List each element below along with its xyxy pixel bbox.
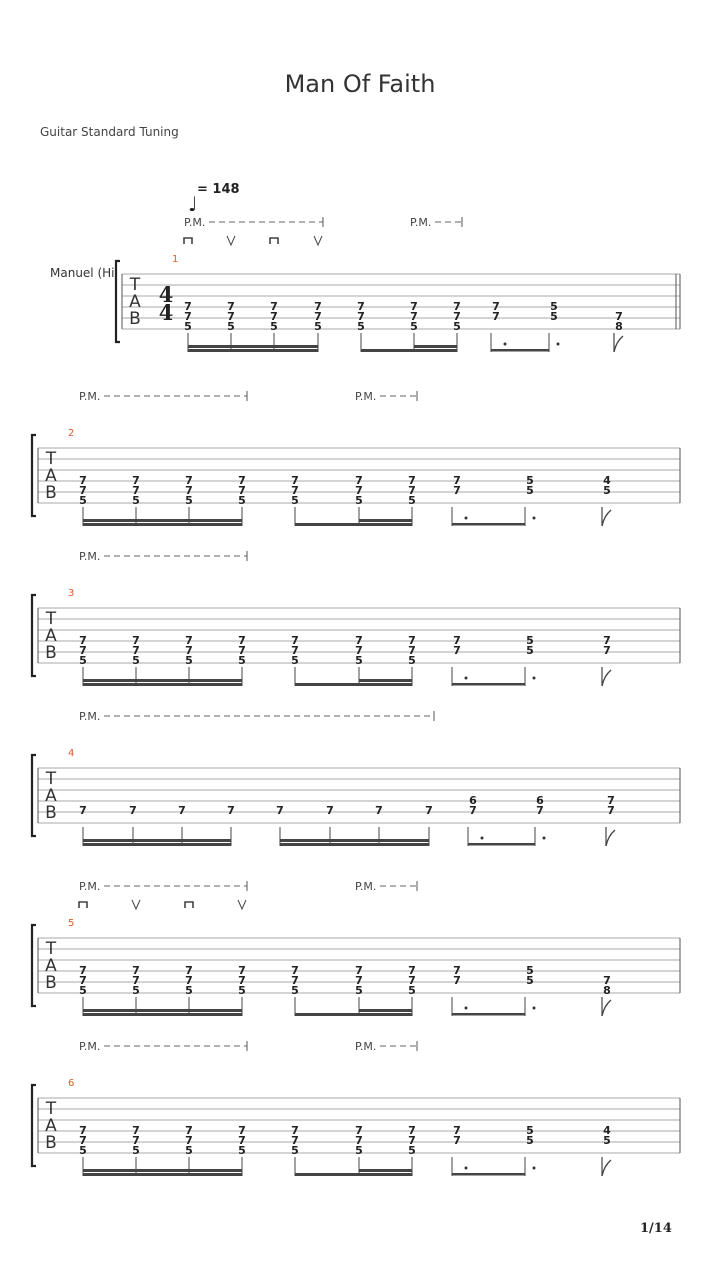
tab-clef-letter: T [45,769,57,789]
tab-clef-letter: T [45,1099,57,1119]
fret-number: 6 [536,794,544,807]
fret-number: 7 [453,634,461,647]
beam [280,843,429,846]
fret-number: 7 [132,474,140,487]
fret-number: 7 [453,300,461,313]
fret-number: 7 [410,300,418,313]
fret-number: 7 [355,1124,363,1137]
fret-number: 5 [238,654,246,667]
note-flag [602,510,611,526]
fret-number: 5 [184,320,192,333]
fret-number: 7 [408,634,416,647]
fret-number: 7 [355,644,363,657]
palm-mute-label: P.M. [355,1040,377,1053]
note-flag [602,670,611,686]
fret-number: 4 [603,1124,611,1137]
fret-number: 7 [291,474,299,487]
fret-number: 5 [355,654,363,667]
fret-number: 5 [238,984,246,997]
palm-mute-label: P.M. [355,390,377,403]
fret-number: 5 [132,1144,140,1157]
fret-number: 5 [603,484,611,497]
time-signature-digit: 4 [158,300,174,325]
beam [188,345,318,348]
palm-mute-label: P.M. [79,550,101,563]
measure-number: 2 [68,428,75,439]
fret-number: 7 [408,1124,416,1137]
tempo-mark: = 148 [197,182,240,197]
system-bracket [32,595,36,676]
fret-number: 5 [550,310,558,323]
palm-mute-label: P.M. [79,390,101,403]
fret-number: 7 [291,644,299,657]
fret-number: 5 [314,320,322,333]
fret-number: 7 [185,484,193,497]
tab-clef-letter: B [45,643,57,663]
fret-number: 5 [355,494,363,507]
fret-number: 7 [375,804,383,817]
up-stroke-icon [314,236,322,245]
tab-clef-letter: T [45,939,57,959]
tab-clef-letter: B [45,803,57,823]
fret-number: 7 [238,644,246,657]
fret-number: 7 [408,644,416,657]
fret-number: 7 [469,804,477,817]
fret-number: 7 [355,1134,363,1147]
fret-number: 5 [227,320,235,333]
measure-number: 3 [68,588,75,599]
rhythm-dot [557,343,560,346]
fret-number: 7 [238,1134,246,1147]
beam [83,679,242,682]
tab-clef-letter: T [129,275,141,295]
fret-number: 7 [607,804,615,817]
beam [452,1173,525,1176]
song-title: Man Of Faith [284,70,436,98]
tab-clef-letter: A [129,292,141,312]
fret-number: 5 [357,320,365,333]
beam [359,679,412,682]
down-stroke-icon [184,238,192,244]
fret-number: 7 [291,1134,299,1147]
beam [280,839,429,842]
fret-number: 5 [79,654,87,667]
tab-clef-letter: T [45,449,57,469]
fret-number: 7 [132,634,140,647]
fret-number: 7 [355,964,363,977]
tab-clef-letter: B [45,483,57,503]
fret-number: 7 [355,974,363,987]
fret-number: 5 [355,1144,363,1157]
up-stroke-icon [238,900,246,909]
tab-clef-letter: A [45,786,57,806]
fret-number: 7 [132,964,140,977]
beam [83,519,242,522]
fret-number: 7 [492,310,500,323]
beam [295,1173,412,1176]
fret-number: 7 [355,474,363,487]
rhythm-dot [465,1007,468,1010]
page-number: 1/14 [640,1221,672,1236]
palm-mute-label: P.M. [79,880,101,893]
beam [452,683,525,686]
fret-number: 5 [526,1134,534,1147]
fret-number: 5 [526,634,534,647]
fret-number: 7 [79,974,87,987]
fret-number: 7 [185,644,193,657]
rhythm-dot [465,1167,468,1170]
fret-number: 7 [408,1134,416,1147]
fret-number: 7 [291,634,299,647]
beam [83,843,231,846]
fret-number: 7 [185,634,193,647]
measure-number: 4 [68,748,75,759]
beam [295,1013,412,1016]
note-flag [602,1160,611,1176]
fret-number: 5 [291,1144,299,1157]
fret-number: 5 [355,984,363,997]
fret-number: 7 [79,484,87,497]
fret-number: 7 [291,964,299,977]
rhythm-dot [481,837,484,840]
beam [452,523,525,526]
rhythm-dot [543,837,546,840]
fret-number: 5 [291,494,299,507]
fret-number: 7 [355,634,363,647]
fret-number: 7 [615,310,623,323]
fret-number: 7 [453,310,461,323]
fret-number: 5 [526,1124,534,1137]
fret-number: 7 [132,974,140,987]
fret-number: 7 [291,974,299,987]
fret-number: 7 [603,634,611,647]
beam [359,1169,412,1172]
fret-number: 5 [408,654,416,667]
palm-mute-label: P.M. [79,1040,101,1053]
rhythm-dot [533,1007,536,1010]
fret-number: 5 [79,494,87,507]
measure-number: 5 [68,918,75,929]
tab-clef-letter: A [45,1116,57,1136]
beam [83,1173,242,1176]
fret-number: 5 [291,984,299,997]
fret-number: 7 [270,300,278,313]
fret-number: 7 [603,974,611,987]
fret-number: 7 [132,1124,140,1137]
fret-number: 7 [238,974,246,987]
fret-number: 7 [408,964,416,977]
fret-number: 8 [615,320,623,333]
beam [414,345,457,348]
fret-number: 5 [408,494,416,507]
fret-number: 5 [526,974,534,987]
system-bracket [116,261,120,342]
fret-number: 7 [79,644,87,657]
fret-number: 7 [132,1134,140,1147]
fret-number: 7 [357,310,365,323]
fret-number: 5 [526,964,534,977]
down-stroke-icon [185,902,193,908]
tab-clef-letter: B [129,309,141,329]
system-bracket [32,435,36,516]
beam [83,1009,242,1012]
beam [359,519,412,522]
fret-number: 5 [185,1144,193,1157]
fret-number: 7 [129,804,137,817]
fret-number: 5 [410,320,418,333]
fret-number: 7 [238,484,246,497]
fret-number: 7 [79,1124,87,1137]
rhythm-dot [533,517,536,520]
beam [295,683,412,686]
beam [359,1009,412,1012]
beam [452,1013,525,1016]
tab-clef-letter: B [45,1133,57,1153]
fret-number: 5 [79,1144,87,1157]
fret-number: 7 [408,474,416,487]
beam [188,349,318,352]
beam [83,683,242,686]
tuning-label: Guitar Standard Tuning [40,125,179,139]
fret-number: 7 [185,1124,193,1137]
fret-number: 7 [408,484,416,497]
fret-number: 7 [238,474,246,487]
fret-number: 5 [603,1134,611,1147]
fret-number: 7 [453,1134,461,1147]
measure-number: 6 [68,1078,75,1089]
fret-number: 5 [132,494,140,507]
note-flag [614,336,623,352]
fret-number: 7 [184,300,192,313]
fret-number: 5 [526,644,534,657]
beam [83,523,242,526]
fret-number: 7 [326,804,334,817]
fret-number: 7 [453,474,461,487]
fret-number: 7 [603,644,611,657]
fret-number: 7 [492,300,500,313]
tab-clef-letter: A [45,956,57,976]
rhythm-dot [504,343,507,346]
note-flag [606,830,615,846]
fret-number: 7 [132,644,140,657]
fret-number: 7 [410,310,418,323]
fret-number: 7 [227,804,235,817]
fret-number: 7 [291,1124,299,1137]
fret-number: 7 [357,300,365,313]
fret-number: 7 [185,1134,193,1147]
fret-number: 5 [238,1144,246,1157]
fret-number: 7 [238,1124,246,1137]
palm-mute-label: P.M. [355,880,377,893]
tab-clef-letter: A [45,466,57,486]
fret-number: 7 [453,964,461,977]
tempo-note-icon: ♩ [188,192,198,216]
rhythm-dot [533,1167,536,1170]
fret-number: 5 [132,984,140,997]
fret-number: 7 [79,964,87,977]
fret-number: 5 [132,654,140,667]
up-stroke-icon [132,900,140,909]
fret-number: 7 [453,644,461,657]
fret-number: 7 [238,964,246,977]
fret-number: 7 [453,974,461,987]
fret-number: 7 [238,634,246,647]
fret-number: 4 [603,474,611,487]
fret-number: 5 [408,1144,416,1157]
rhythm-dot [465,677,468,680]
beam [83,1013,242,1016]
fret-number: 8 [603,984,611,997]
measure-number: 1 [172,254,179,265]
beam [295,523,412,526]
system-bracket [32,755,36,836]
fret-number: 7 [355,484,363,497]
fret-number: 7 [185,474,193,487]
fret-number: 7 [132,484,140,497]
fret-number: 6 [469,794,477,807]
fret-number: 7 [607,794,615,807]
fret-number: 7 [425,804,433,817]
palm-mute-label: P.M. [79,710,101,723]
down-stroke-icon [79,902,87,908]
tab-clef-letter: T [45,609,57,629]
fret-number: 5 [408,984,416,997]
beam [491,349,549,352]
fret-number: 5 [453,320,461,333]
up-stroke-icon [227,236,235,245]
fret-number: 5 [238,494,246,507]
fret-number: 7 [536,804,544,817]
fret-number: 7 [184,310,192,323]
rhythm-dot [533,677,536,680]
palm-mute-label: P.M. [410,216,432,229]
fret-number: 7 [270,310,278,323]
beam [83,839,231,842]
fret-number: 5 [185,654,193,667]
fret-number: 5 [550,300,558,313]
fret-number: 7 [79,804,87,817]
beam [361,349,457,352]
fret-number: 5 [270,320,278,333]
fret-number: 5 [185,984,193,997]
fret-number: 5 [526,484,534,497]
fret-number: 7 [227,300,235,313]
down-stroke-icon [270,238,278,244]
fret-number: 7 [79,1134,87,1147]
fret-number: 7 [314,310,322,323]
fret-number: 5 [185,494,193,507]
fret-number: 7 [79,634,87,647]
fret-number: 7 [453,1124,461,1137]
fret-number: 7 [291,484,299,497]
fret-number: 5 [526,474,534,487]
tab-clef-letter: A [45,626,57,646]
fret-number: 7 [185,974,193,987]
fret-number: 5 [79,984,87,997]
system-bracket [32,1085,36,1166]
rhythm-dot [465,517,468,520]
beam [83,1169,242,1172]
track-name: Manuel (Hi [50,266,115,280]
fret-number: 7 [227,310,235,323]
fret-number: 7 [79,474,87,487]
note-flag [602,1000,611,1016]
system-bracket [32,925,36,1006]
fret-number: 7 [314,300,322,313]
fret-number: 7 [276,804,284,817]
fret-number: 7 [408,974,416,987]
beam [468,843,535,846]
fret-number: 5 [291,654,299,667]
fret-number: 7 [453,484,461,497]
tab-clef-letter: B [45,973,57,993]
palm-mute-label: P.M. [184,216,206,229]
fret-number: 7 [185,964,193,977]
fret-number: 7 [178,804,186,817]
time-signature-digit: 4 [158,282,174,307]
